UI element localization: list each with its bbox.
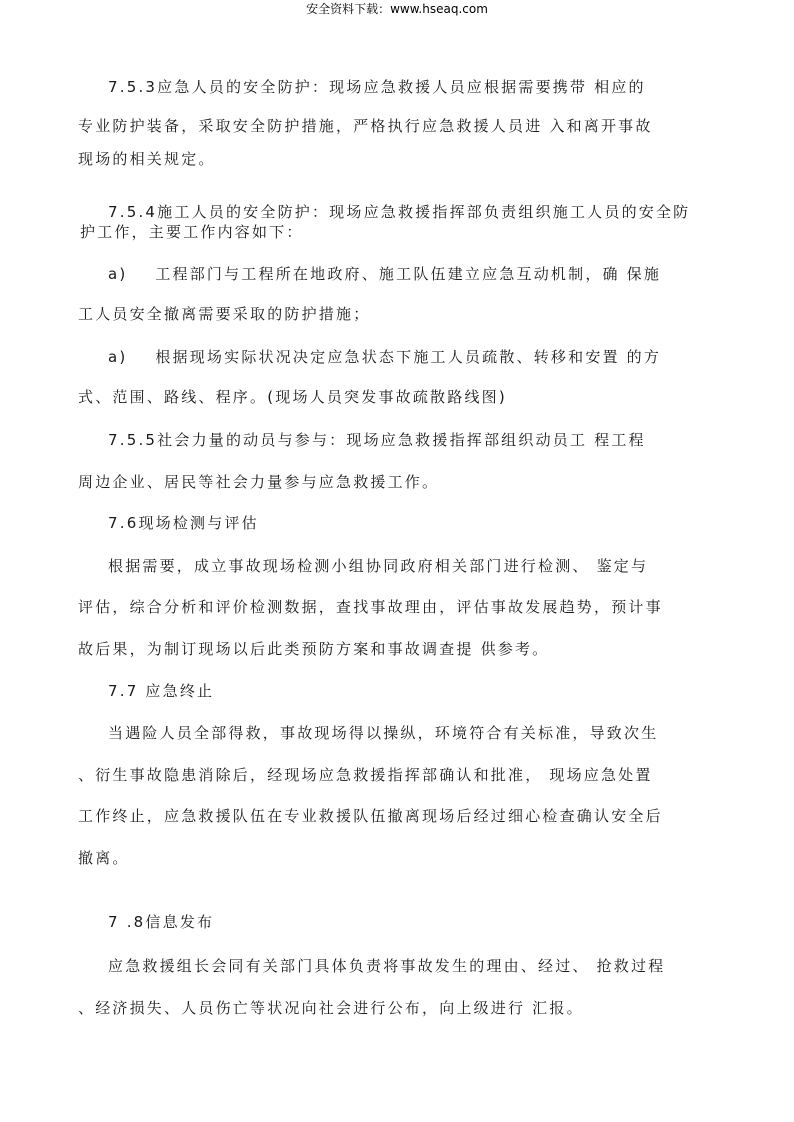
paragraph-7-8-line-1: 应急救援组长会同有关部门具体负责将事故发生的理由、经过、 抢救过程 (108, 957, 666, 975)
paragraph-7-5-5-line-2: 周边企业、居民等社会力量参与应急救援工作。 (78, 473, 440, 491)
paragraph-7-7-line-3: 工作终止，应急救援队伍在专业救援队伍撤离现场后经过细心检查确认安全后 (78, 807, 663, 825)
paragraph-7-5-4-line-2: 护工作，主要工作内容如下： (80, 223, 304, 241)
list-item-a1-line-1: a) 工程部门与工程所在地政府、施工队伍建立应急互动机制，确 保施 (108, 265, 662, 283)
paragraph-7-5-3-line-2: 专业防护装备，采取安全防护措施，严格执行应急救援人员进 入和离开事故 (78, 117, 653, 135)
heading-7-7: 7.7 应急终止 (108, 682, 215, 700)
list-item-a2-line-1: a) 根据现场实际状况决定应急状态下施工人员疏散、转移和安置 的方 (108, 348, 662, 366)
heading-7-6: 7.6现场检测与评估 (108, 514, 259, 532)
paragraph-7-8-line-2: 、经济损失、人员伤亡等状况向社会进行公布，向上级进行 汇报。 (78, 999, 584, 1017)
paragraph-7-5-5-line-1: 7.5.5社会力量的动员与参与：现场应急救援指挥部组织动员工 程工程 (108, 431, 646, 449)
paragraph-7-5-4-line-1: 7.5.4施工人员的安全防护：现场应急救援指挥部负责组织施工人员的安全防 (108, 203, 691, 221)
paragraph-7-6-line-2: 评估，综合分析和评价检测数据，查找事故理由，评估事故发展趋势，预计事 (78, 598, 663, 616)
paragraph-7-6-line-1: 根据需要，成立事故现场检测小组协同政府相关部门进行检测、 鉴定与 (108, 557, 649, 575)
list-item-a1-line-2: 工人员安全撤离需要采取的防护措施； (78, 305, 371, 323)
paragraph-7-7-line-2: 、衍生事故隐患消除后，经现场应急救援指挥部确认和批准， 现场应急处置 (78, 766, 653, 784)
paragraph-7-6-line-3: 故后果，为制订现场以后此类预防方案和事故调查提 供参考。 (78, 640, 550, 658)
paragraph-7-5-3-line-1: 7.5.3应急人员的安全防护：现场应急救援人员应根据需要携带 相应的 (108, 78, 646, 96)
page-header[interactable]: 安全资料下载：www.hseaq.com (306, 2, 488, 16)
list-item-a2-line-2: 式、范围、路线、程序。(现场人员突发事故疏散路线图) (78, 388, 507, 406)
paragraph-7-7-line-4: 撤离。 (78, 849, 130, 867)
paragraph-7-5-3-line-3: 现场的相关规定。 (78, 150, 216, 168)
heading-7-8: 7 .8信息发布 (108, 913, 215, 931)
paragraph-7-7-line-1: 当遇险人员全部得救，事故现场得以操纵，环境符合有关标准，导致次生 (108, 724, 659, 742)
